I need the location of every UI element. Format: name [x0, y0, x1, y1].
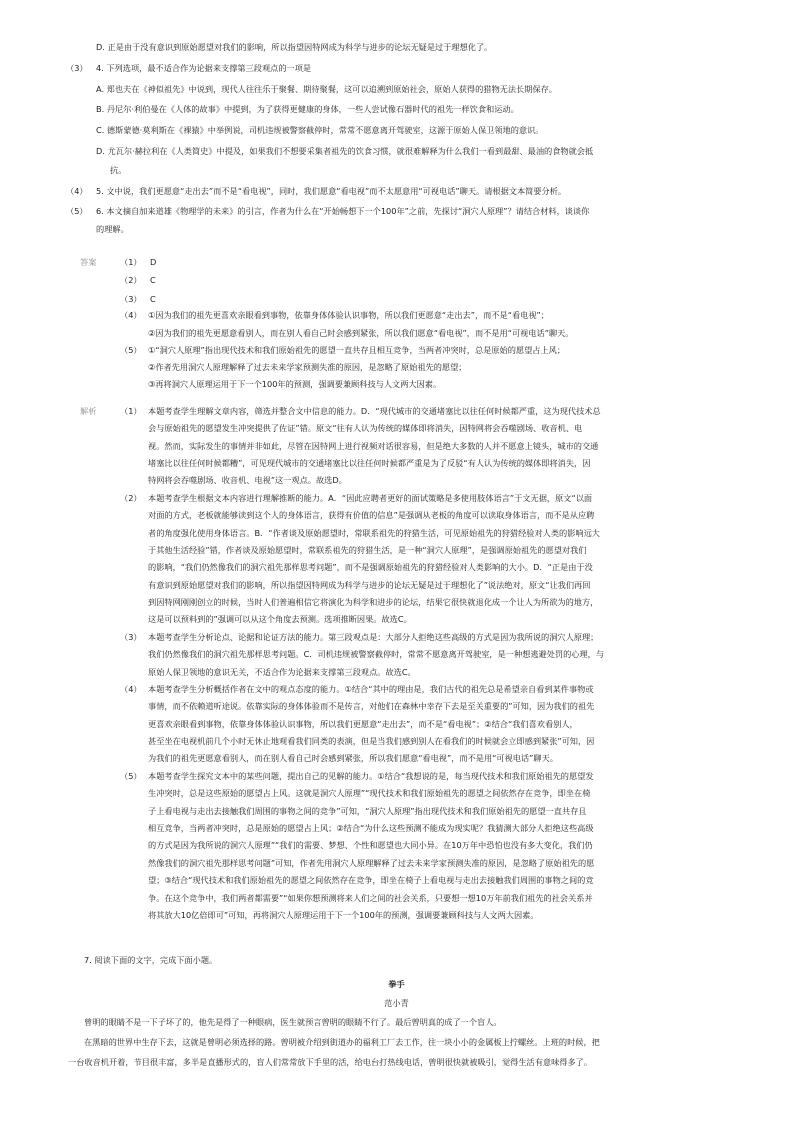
analysis-3-line: 原始人保卫领地的意识无关，不适合作为论据来支撑第三段观点。故选C。 [148, 667, 416, 677]
analysis-5-line: 本题考查学生探究文本中的某些问题，提出自己的见解的能力。①结合“我想说的是，每当现代技术和我们原始祖先的愿望发 [148, 771, 594, 781]
analysis-5-num: （5） [120, 771, 142, 781]
answer-3-num: （3） [120, 294, 142, 304]
analysis-4-num: （4） [120, 684, 142, 694]
q3-option-d: D. 尤瓦尔·赫拉利在《人类简史》中提及，如果我们不想要采集者祖先的饮食习惯，就很难解释为什么我们一看到最甜、最油的食物就会抵 [96, 146, 594, 156]
analysis-2-line: 对面的方式，老板就能够读到这个人的身体语言，获得有价值的信息”是强调从老板的角度可以读取身体语言，而不是从应聘 [148, 510, 595, 520]
answer-1-num: （1） [120, 257, 142, 267]
analysis-5-line: 望；③结合“现代技术和我们原始祖先的愿望之间依然存在竞争，即坐在椅子上看电视与走出去接触我们周围的事物之间的竞 [148, 875, 594, 885]
answer-5-line-3: ③再将洞穴人原理运用于下一个100年的预测，强调要兼顾科技与人文两大因素。 [148, 379, 442, 389]
analysis-2-line: 到因特网刚刚创立的时候，当时人们普遍相信它将演化为科学和进步的论坛，结果它很快就退化成一个让人为所欲为的地方， [148, 597, 599, 607]
analysis-5-line: 相互竞争，当两者冲突时，总是原始的愿望占上风；②结合“为什么这些预测不能成为现实呢？我猜测大部分人拒绝这些高级 [148, 823, 594, 833]
analysis-5-line: 将其放大10亿倍即可”可知，再将洞穴人原理运用于下一个100年的预测，强调要兼顾科技与人文两大因素。 [148, 910, 539, 920]
analysis-2-line: 这是可以预料到的”强调可以从这个角度去预测。选项推断因果。故选C。 [148, 614, 412, 624]
passage-author: 范小青 [384, 998, 409, 1008]
answer-1-text: D [150, 257, 157, 267]
analysis-2-num: （2） [120, 493, 142, 503]
analysis-4-line: 更喜欢亲眼看到事物，依靠身体体验认识事物，所以我们更愿意“走出去”，而不是“看电视”；②结合“我们喜欢看别人， [148, 719, 578, 729]
answer-3-text: C [150, 294, 156, 304]
analysis-1-line: 会与原始祖先的愿望发生冲突提供了佐证”错。原文“往有人认为传统的媒体即将消失，因特网将会吞噬剧场、收音机、电 [148, 423, 583, 433]
analysis-5-line: 的方式是因为我所说的洞穴人原理”“我们的需要、梦想、个性和愿望也大同小异。在10万年中恐怕也没有多大变化，我们仍 [148, 840, 593, 850]
answer-4-line-1: ①因为我们的祖先更喜欢亲眼看到事物，依靠身体体验认识事物，所以我们更愿意“走出去”，而不是“看电视”； [148, 310, 549, 320]
answer-4-line-2: ②因为我们的祖先更愿意看别人，而在别人看自己时会感到紧张，所以我们愿意“看电视”，而不是用“可视电话”聊天。 [148, 328, 574, 338]
answer-4-num: （4） [120, 310, 142, 320]
analysis-5-line: 生冲突时，总是这些原始的愿望占上风。这就是洞穴人原理”“现代技术和我们原始祖先的愿望之间依然存在竞争，即坐在椅 [148, 788, 591, 798]
analysis-label: 解析 [80, 406, 97, 416]
passage-paragraph-2-cont: 一台收音机开着，节目很丰富，多半是直播形式的，盲人们常常放下手里的活，给电台打热线电话，曾明很快就被吸引，觉得生活有意味得多了。 [68, 1057, 593, 1067]
q3-option-a: A. 郑也夫在《神似祖先》中说到，现代人往往乐于聚餐、期待聚餐，这可以追溯到原始社会，原始人获得的猎物无法长期保存。 [96, 84, 557, 94]
passage-title: 拳手 [388, 979, 405, 989]
analysis-4-line: 事情，而不依赖道听途说。依靠实际的身体体验而不是传言，对他们在森林中幸存下去是至关重要的”可知，因为我们的祖先 [148, 701, 595, 711]
q5-text-cont: 的理解。 [96, 224, 129, 234]
q5-number: （5） [66, 206, 88, 216]
analysis-1-line: 堵塞比以往任何时候都糟”，可见现代城市的交通堵塞比以往任何时候都严重是为了反驳“有人认为传统的媒体即将消失，因 [148, 458, 591, 468]
analysis-4-line: 甚至坐在电视机前几个小时无休止地观看我们同类的表演，但是当我们感到别人在看我们的时候就会立即感到紧张”可知，因 [148, 736, 595, 746]
analysis-5-line: 争。在这个竞争中，我们两者都需要”“如果你想预测将来人们之间的社会关系，只要想一想10万年前我们祖先的社会关系并 [148, 893, 593, 903]
q3-option-d-cont: 抗。 [110, 165, 127, 175]
analysis-5-line: 然像我们的洞穴祖先那样思考问题”可知，作者先用洞穴人原理解释了过去未来学家预测失准的原因，是忽略了原始祖先的愿 [148, 858, 595, 868]
q4-text: 5. 文中说，我们更愿意“走出去”而不是“看电视”，同时，我们愿意“看电视”而不太愿意用“可视电话”聊天。请根据文本简要分析。 [96, 186, 567, 196]
q4-number: （4） [66, 186, 88, 196]
analysis-3-line: 我们仍然像我们的洞穴祖先那样思考问题。C．司机违规被警察截停时，常常不愿意离开驾驶室，是一种想逃避处罚的心理，与 [148, 649, 605, 659]
analysis-1-line: 特网将会吞噬剧场、收音机、电视”这一观点。故选D。 [148, 475, 347, 485]
analysis-2-line: 有意识到原始愿望对我们的影响，所以指望因特网成为科学与进步的论坛无疑是过于理想化了”说法绝对，原文“让我们再回 [148, 580, 591, 590]
q3-stem: 4. 下列选项，最不适合作为论据来支撑第三段观点的一项是 [96, 63, 312, 73]
analysis-2-line: 于其他生活经验”错，作者谈及原始愿望时，常联系祖先的狩猎生活，是一种“洞穴人原理”，是强调原始祖先的愿望对我们 [148, 545, 587, 555]
answer-label: 答案 [80, 257, 97, 267]
analysis-4-line: 本题考查学生分析概括作者在文中的观点态度的能力。①结合“其中的理由是，我们古代的祖先总是希望亲自看到某件事物或 [148, 684, 594, 694]
analysis-4-line: 为我们的祖先更愿意看别人，而在别人看自己时会感到紧张，所以我们愿意“看电视”，而不是用“可视电话”聊天。 [148, 753, 558, 763]
analysis-2-line: 者的角度强化使用身体语言。B．“作者谈及原始愿望时，常联系祖先的狩猎生活，可见原始祖先的狩猎经验对人类的影响远大 [148, 528, 600, 538]
q3-number: （3） [66, 63, 88, 73]
analysis-1-line: 本题考查学生理解文章内容，筛选并整合文中信息的能力。D．“现代城市的交通堵塞比以往任何时候都严重，这为现代技术总 [148, 406, 601, 416]
answer-5-line-1: ①“洞穴人原理”指出现代技术和我们原始祖先的愿望一直共存且相互竞争，当两者冲突时，总是原始的愿望占上风； [148, 345, 566, 355]
q3-option-c: C. 德斯蒙德·莫利斯在《裸猿》中举例说，司机违规被警察截停时，常常不愿意离开驾驶室，这源于原始人保卫领地的意识。 [96, 125, 544, 135]
analysis-3-line: 本题考查学生分析论点、论据和论证方法的能力。第三段观点是：大部分人拒绝这些高级的方式是因为我所说的洞穴人原理； [148, 632, 599, 642]
analysis-2-line: 本题考查学生根据文本内容进行理解推断的能力。A．“因此应聘者更好的面试策略是多使用肢体语言”于文无据，原文“以面 [148, 493, 593, 503]
passage-paragraph-1: 曾明的眼睛不是一下子坏了的，他先是得了一种眼病，医生就预言曾明的眼睛不行了。最后曾明真的成了一个盲人。 [84, 1017, 502, 1027]
answer-5-num: （5） [120, 345, 142, 355]
analysis-1-line: 视。然而，实际发生的事情并非如此，尽管在因特网上进行视频对话很容易，但是绝大多数的人并不愿意上镜头，城市的交通 [148, 441, 599, 451]
passage-paragraph-2: 在黑暗的世界中生存下去，这就是曾明必须选择的路。曾明被介绍到街道办的福利工厂去工作，往一块小小的金属板上拧螺丝。上班的时候，把 [84, 1037, 600, 1047]
analysis-5-line: 子上看电视与走出去接触我们周围的事物之间的竞争”可知，“洞穴人原理”指出现代技术和我们原始祖先的愿望一直共存且 [148, 806, 587, 816]
analysis-1-num: （1） [120, 406, 142, 416]
analysis-3-num: （3） [120, 632, 142, 642]
analysis-2-line: 的影响，“我们仍然像我们的洞穴祖先那样思考问题”，而不是强调原始祖先的狩猎经验对人类影响的大小。D．“正是由于没 [148, 562, 593, 572]
q5-text: 6. 本文摘自加来道雄《物理学的未来》的引言，作者为什么在“开始畅想下一个100年”之前，先探讨“洞穴人原理”？请结合材料，谈谈你 [96, 206, 590, 216]
q1-option-d: D. 正是由于没有意识到原始愿望对我们的影响，所以指望因特网成为科学与进步的论坛无疑是过于理想化了。 [96, 42, 493, 52]
answer-2-text: C [150, 275, 156, 285]
q3-option-b: B. 丹尼尔·利伯曼在《人体的故事》中提到，为了获得更健康的身体，一些人尝试像石器时代的祖先一样饮食和运动。 [96, 104, 519, 114]
answer-2-num: （2） [120, 275, 142, 285]
q7-stem: 7. 阅读下面的文字，完成下面小题。 [84, 955, 218, 965]
answer-5-line-2: ②作者先用洞穴人原理解释了过去未来学家预测失准的原因，是忽略了原始祖先的愿望； [148, 362, 467, 372]
